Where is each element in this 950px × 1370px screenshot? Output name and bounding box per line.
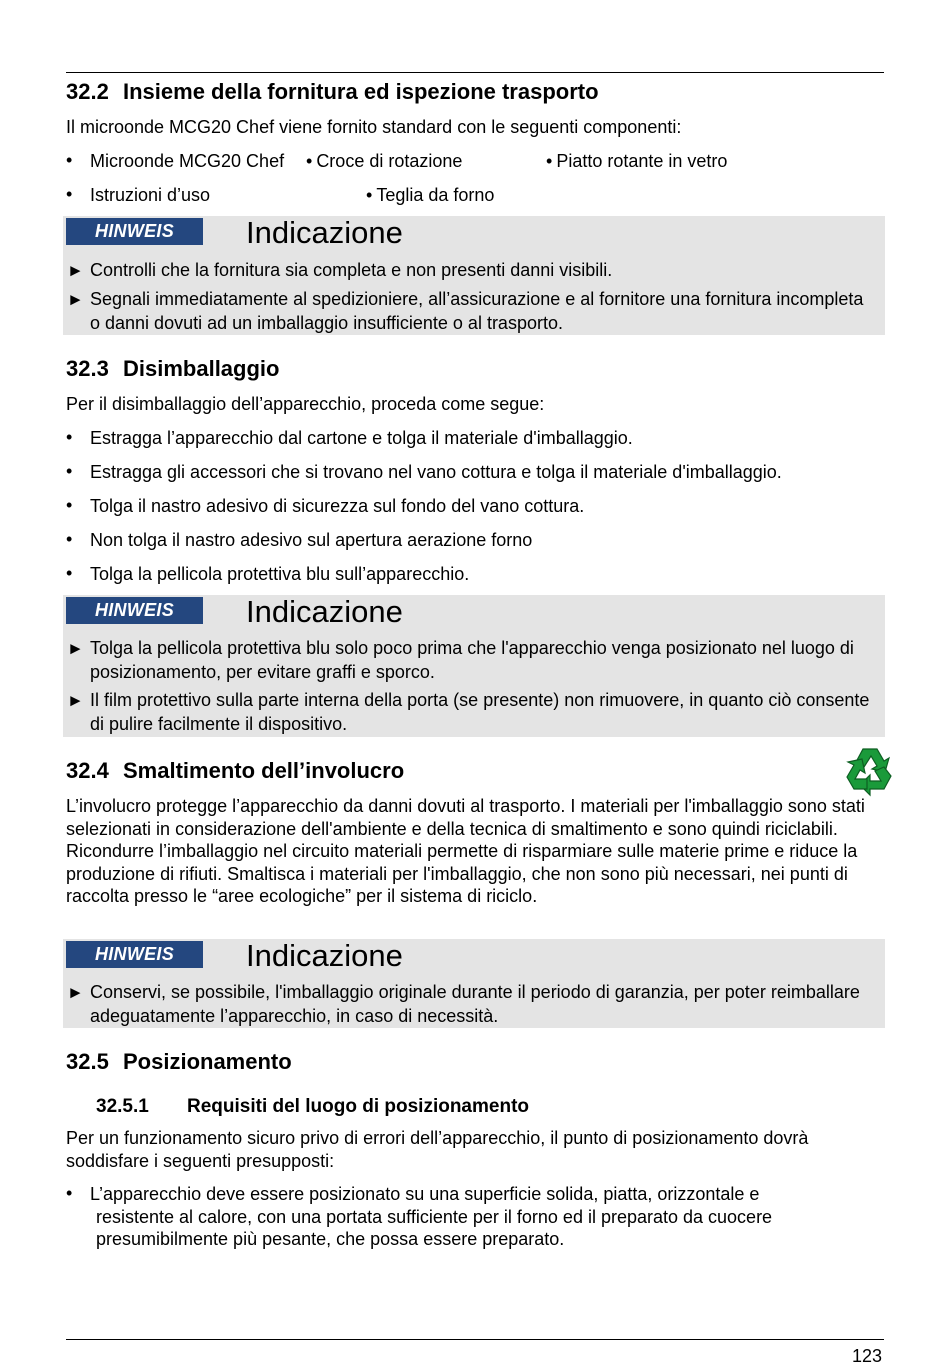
section-heading: 32.4 Smaltimento dell’involucro xyxy=(66,758,405,783)
list-item: • Tolga la pellicola protettiva blu sull’apparecchio. xyxy=(66,563,470,584)
note-item: ► Il film protettivo sulla parte interna della porta (se presente) non rimuovere, in quanto ciò consente di pulire facilmente il dispositivo. xyxy=(67,690,870,734)
arrow-icon: ► xyxy=(67,261,84,280)
section-body: L’involucro protegge l’apparecchio da danni dovuti al trasporto. I materiali per l'imballaggio sono stati selezionati in considerazione dell'ambiente e della tecnica di smaltimento e sono quindi riciclabili. Ricondurre l’imballaggio nel circuito materiali permette di risparmiare sulle materie prime e riduce la produzione di rifiuti. Smaltisca i materiali per l'imballaggio, che non sono più necessari, nei punti di raccolta presso le “aree ecologiche” per il sistema di riciclo. xyxy=(66,796,865,906)
subsection-heading: 32.5.1 Requisiti del luogo di posizionamento xyxy=(96,1096,529,1117)
list-item: • Piatto rotante in vetro xyxy=(546,151,728,171)
recycle-icon xyxy=(843,745,897,797)
arrow-icon: ► xyxy=(67,983,84,1002)
section-heading: 32.5 Posizionamento xyxy=(66,1049,292,1074)
hinweis-badge: HINWEIS xyxy=(66,218,203,245)
bottom-rule xyxy=(66,1339,884,1340)
top-rule xyxy=(66,72,884,73)
list-item: • L’apparecchio deve essere posizionato su una superficie solida, piatta, orizzontale e resistente al calore, con una portata sufficiente per il forno ed il preparato da cuocere presumibilmente più pesante, che possa essere preparato. xyxy=(66,1183,773,1249)
note-box xyxy=(63,939,885,1028)
list-item: • Microonde MCG20 Chef xyxy=(66,150,285,171)
arrow-icon: ► xyxy=(67,290,84,309)
hinweis-badge: HINWEIS xyxy=(66,597,203,624)
list-item: • Teglia da forno xyxy=(366,185,495,205)
note-box xyxy=(63,216,885,335)
note-title: Indicazione xyxy=(246,938,403,973)
note-item: ► Segnali immediatamente al spedizioniere, all’assicurazione e al fornitore una fornitura incompleta o danni dovuti ad un imballaggio insufficiente o al trasporto. xyxy=(67,289,864,333)
section-intro: Per il disimballaggio dell’apparecchio, proceda come segue: xyxy=(66,394,545,414)
page-number: 123 xyxy=(851,1346,882,1366)
list-item: • Tolga il nastro adesivo di sicurezza sul fondo del vano cottura. xyxy=(66,495,585,516)
arrow-icon: ► xyxy=(67,639,84,658)
list-item: • Croce di rotazione xyxy=(306,151,463,171)
arrow-icon: ► xyxy=(67,691,84,710)
note-item: ► Tolga la pellicola protettiva blu solo poco prima che l'apparecchio venga posizionato nel luogo di posizionamento, per evitare graffi e sporco. xyxy=(67,638,854,682)
list-item: • Non tolga il nastro adesivo sul apertura aerazione forno xyxy=(66,529,533,550)
note-item: ► Conservi, se possibile, l'imballaggio originale durante il periodo di garanzia, per poter reimballare adeguatamente l’apparecchio, in caso di necessità. xyxy=(67,982,860,1026)
list-item: • Estragga l’apparecchio dal cartone e tolga il materiale d'imballaggio. xyxy=(66,427,633,448)
section-heading: 32.3 Disimballaggio xyxy=(66,356,280,381)
section-intro: Il microonde MCG20 Chef viene fornito standard con le seguenti componenti: xyxy=(66,117,682,137)
note-box xyxy=(63,595,885,737)
note-title: Indicazione xyxy=(246,215,403,250)
list-item: • Estragga gli accessori che si trovano nel vano cottura e tolga il materiale d'imballaggio. xyxy=(66,461,782,482)
note-title: Indicazione xyxy=(246,594,403,629)
section-heading: 32.2 Insieme della fornitura ed ispezione trasporto xyxy=(66,79,599,104)
section-intro: Per un funzionamento sicuro privo di errori dell’apparecchio, il punto di posizionamento dovrà soddisfare i seguenti presupposti: xyxy=(66,1128,809,1171)
hinweis-badge: HINWEIS xyxy=(66,941,203,968)
note-item: ► Controlli che la fornitura sia completa e non presenti danni visibili. xyxy=(67,259,880,283)
list-item: • Istruzioni d’uso xyxy=(66,184,211,205)
